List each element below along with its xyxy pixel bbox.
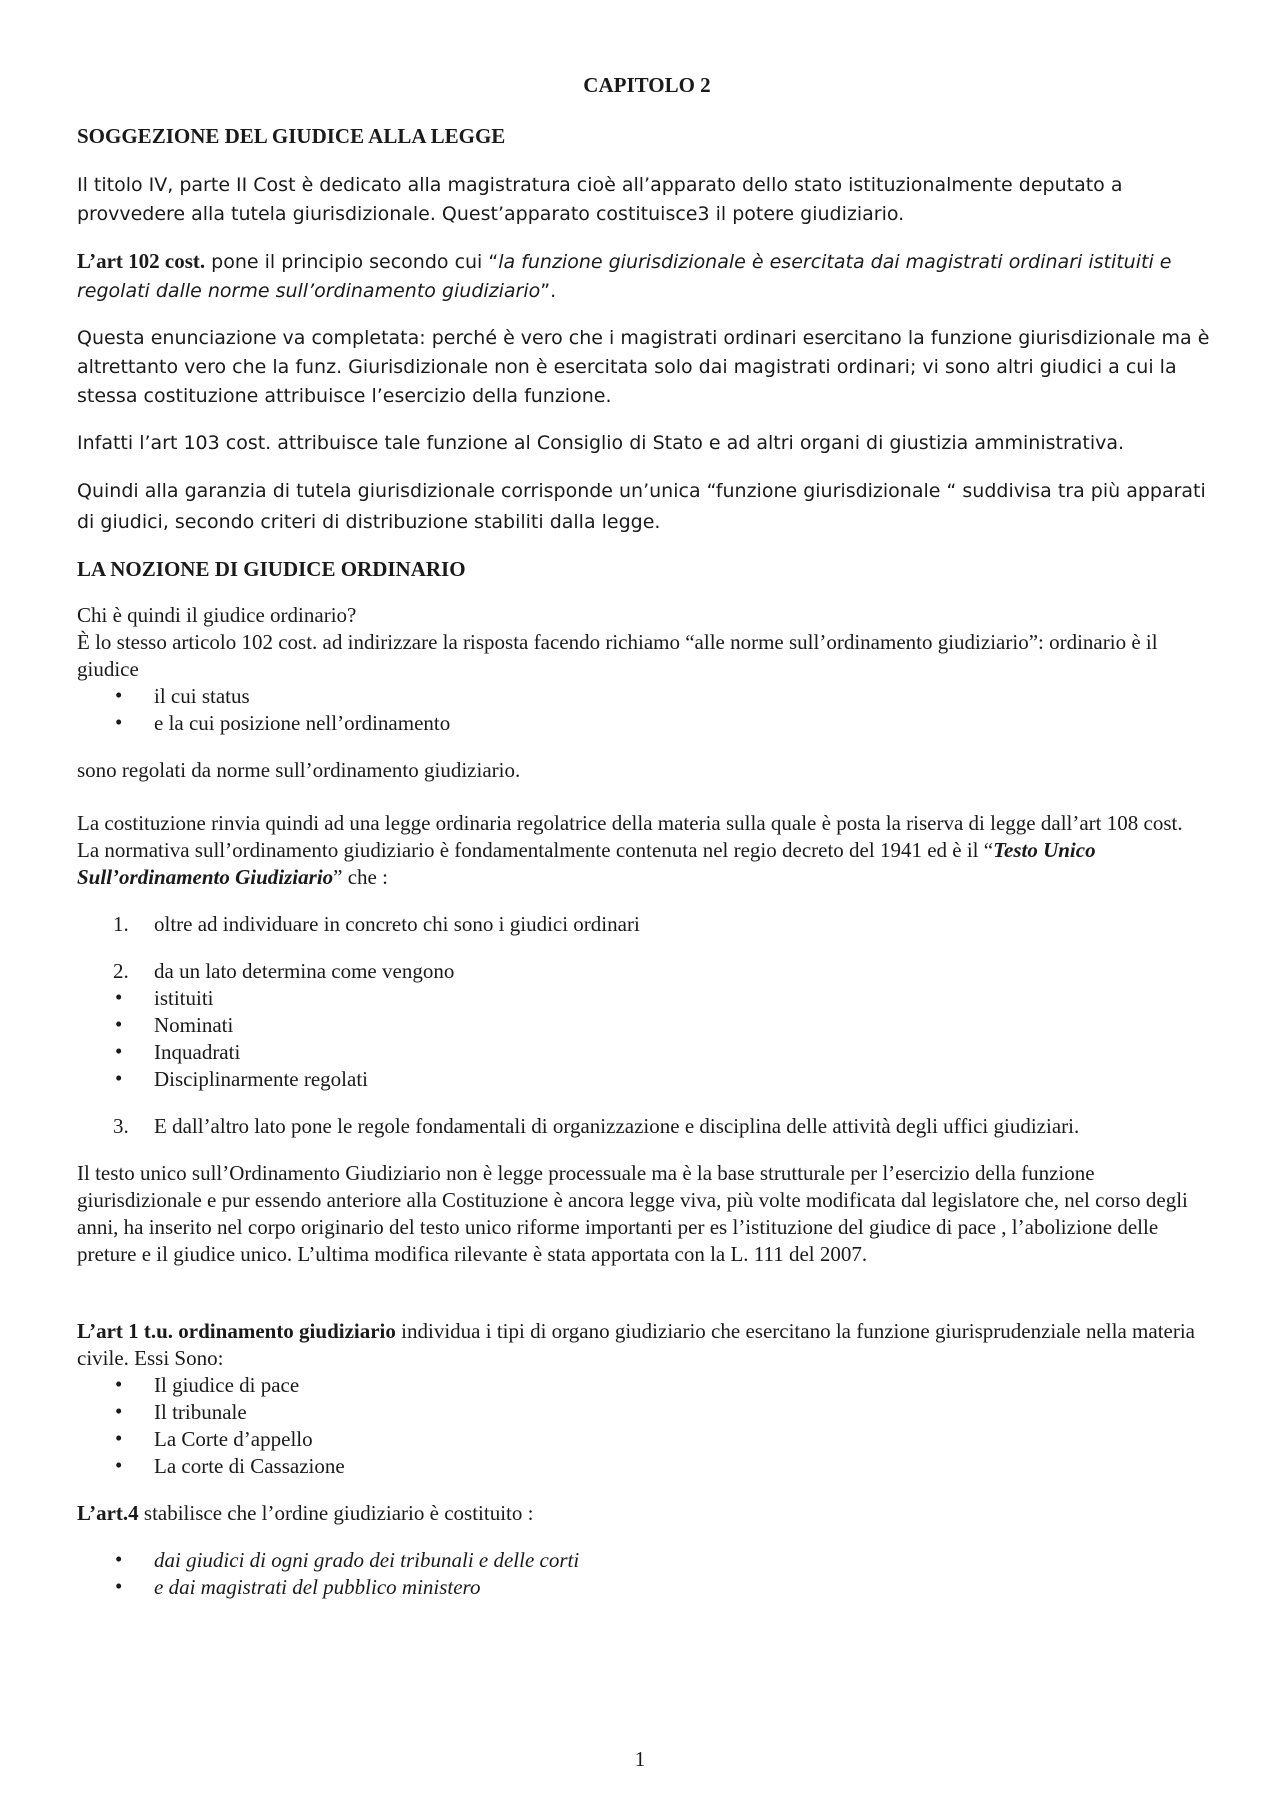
list-item: • La corte di Cassazione: [77, 1453, 1217, 1480]
numbered-list-3: [77, 1113, 1217, 1140]
normativa-text: La normativa sull’ordinamento giudiziario è fondamentalmente contenuta nel regio decreto del 1941 ed è il “: [77, 838, 994, 862]
list-item: [77, 1574, 1217, 1601]
art-102-label: L’art 102 cost.: [77, 249, 206, 273]
list-item-text: e dai magistrati del pubblico ministero: [154, 1575, 481, 1599]
list-item: • Il tribunale: [77, 1399, 1217, 1426]
list-item: • e la cui posizione nell’ordinamento: [77, 710, 1217, 737]
list-item: [77, 1547, 1217, 1574]
paragraph-art-103: Infatti l’art 103 cost. attribuisce tale funzione al Consiglio di Stato e ad altri organi di giustizia amministrativa.: [77, 432, 1125, 454]
list-ordine: [77, 1547, 1217, 1601]
art-4-label: L’art.4: [77, 1501, 139, 1525]
section-heading-nozione: LA NOZIONE DI GIUDICE ORDINARIO: [77, 557, 466, 581]
art-102-text: pone il principio secondo cui “: [205, 251, 499, 273]
document-page: [77, 72, 1217, 1601]
list-status: [77, 683, 1217, 737]
list-item: • La Corte d’appello: [77, 1426, 1217, 1453]
paragraph-art-4: [77, 1500, 1217, 1527]
art-1-label: L’art 1 t.u. ordinamento giudiziario: [77, 1319, 396, 1343]
item-number: 3.: [113, 1114, 129, 1138]
chapter-title: CAPITOLO 2: [583, 73, 711, 97]
item-number: 2.: [113, 959, 129, 983]
item-text: E dall’altro lato pone le regole fondamentali di organizzazione e disciplina delle attività degli uffici giudiziari.: [154, 1114, 1080, 1138]
paragraph-testo-unico: Il testo unico sull’Ordinamento Giudiziario non è legge processuale ma è la base strutturale per l’esercizio della funzione giurisdizionale e pur essendo anteriore alla Costituzione è ancora legge viva, più volte modificata dal legislatore che, nel corso degli anni, ha inserito nel corpo originario del testo unico riforme importanti per es l’istituzione del giudice di pace , l’abolizione delle preture e il giudice unico. L’ultima modifica rilevante è stata apportata con la L. 111 del 2007.: [77, 1161, 1188, 1266]
paragraph-chi-e: Chi è quindi il giudice ordinario?: [77, 603, 357, 627]
numbered-list-2: [77, 958, 1217, 985]
paragraph-art-102: [77, 247, 1217, 306]
numbered-item: [77, 911, 1217, 938]
paragraph-articolo-102: È lo stesso articolo 102 cost. ad indirizzare la risposta facendo richiamo “alle norme sull’ordinamento giudiziario”: ordinario è il giudice: [77, 630, 1158, 681]
list-item: • istituiti: [77, 985, 1217, 1012]
numbered-list: [77, 911, 1217, 938]
section-heading-soggezione: SOGGEZIONE DEL GIUDICE ALLA LEGGE: [77, 124, 506, 148]
list-item: • Disciplinarmente regolati: [77, 1066, 1217, 1093]
art-1-text: individua i tipi di organo giudiziario che esercitano la funzione giurisprudenziale nella materia civile. Essi Sono:: [77, 1319, 1195, 1370]
list-item: • Il giudice di pace: [77, 1372, 1217, 1399]
paragraph-enunciazione: Questa enunciazione va completata: perché è vero che i magistrati ordinari esercitano la funzione giurisdizionale ma è altrettanto vero che la funz. Giurisdizionale non è esercitata solo dai magistrati ordinari; vi sono altri giudici a cui la stessa costituzione attribuisce l’esercizio della funzione.: [77, 327, 1210, 407]
art-102-quote: la funzione giurisdizionale è esercitata dai magistrati ordinari istituiti e regolati dalle norme sull’ordinamento giudiziario: [77, 251, 1172, 302]
paragraph-sono-regolati: sono regolati da norme sull’ordinamento giudiziario.: [77, 758, 521, 782]
paragraph-costituzione-rinvia: La costituzione rinvia quindi ad una legge ordinaria regolatrice della materia sulla quale è posta la riserva di legge dall’art 108 cost.: [77, 811, 1183, 835]
paragraph-art-1: [77, 1318, 1217, 1372]
paragraph-garanzia: Quindi alla garanzia di tutela giurisdizionale corrisponde un’unica “funzione giurisdizionale “ suddivisa tra più apparati di giudici, secondo criteri di distribuzione stabiliti dalla legge.: [77, 480, 1206, 533]
item-text: oltre ad individuare in concreto chi sono i giudici ordinari: [154, 912, 640, 936]
paragraph-titolo-iv: Il titolo IV, parte II Cost è dedicato alla magistratura cioè all’apparato dello stato istituzionalmente deputato a provvedere alla tutela giurisdizionale. Quest’apparato costituisce3 il potere giudiziario.: [77, 174, 1123, 225]
item-number: 1.: [113, 912, 129, 936]
testo-unico-title: Testo Unico Sull’ordinamento Giudiziario: [77, 838, 1096, 889]
item-text: da un lato determina come vengono: [154, 959, 455, 983]
art-4-text: stabilisce che l’ordine giudiziario è costituito :: [138, 1501, 534, 1525]
numbered-item: [77, 1113, 1217, 1140]
page-number: 1: [634, 1747, 646, 1771]
art-102-text-end: ”.: [540, 280, 557, 302]
list-istituiti: [77, 985, 1217, 1093]
list-item: • il cui status: [77, 683, 1217, 710]
paragraph-normativa: [77, 837, 1217, 891]
normativa-text-end: ” che :: [333, 865, 388, 889]
list-item-text: dai giudici di ogni grado dei tribunali e delle corti: [154, 1548, 580, 1572]
list-item: • Nominati: [77, 1012, 1217, 1039]
numbered-item: [77, 958, 1217, 985]
list-item: • Inquadrati: [77, 1039, 1217, 1066]
list-organi: [77, 1372, 1217, 1480]
